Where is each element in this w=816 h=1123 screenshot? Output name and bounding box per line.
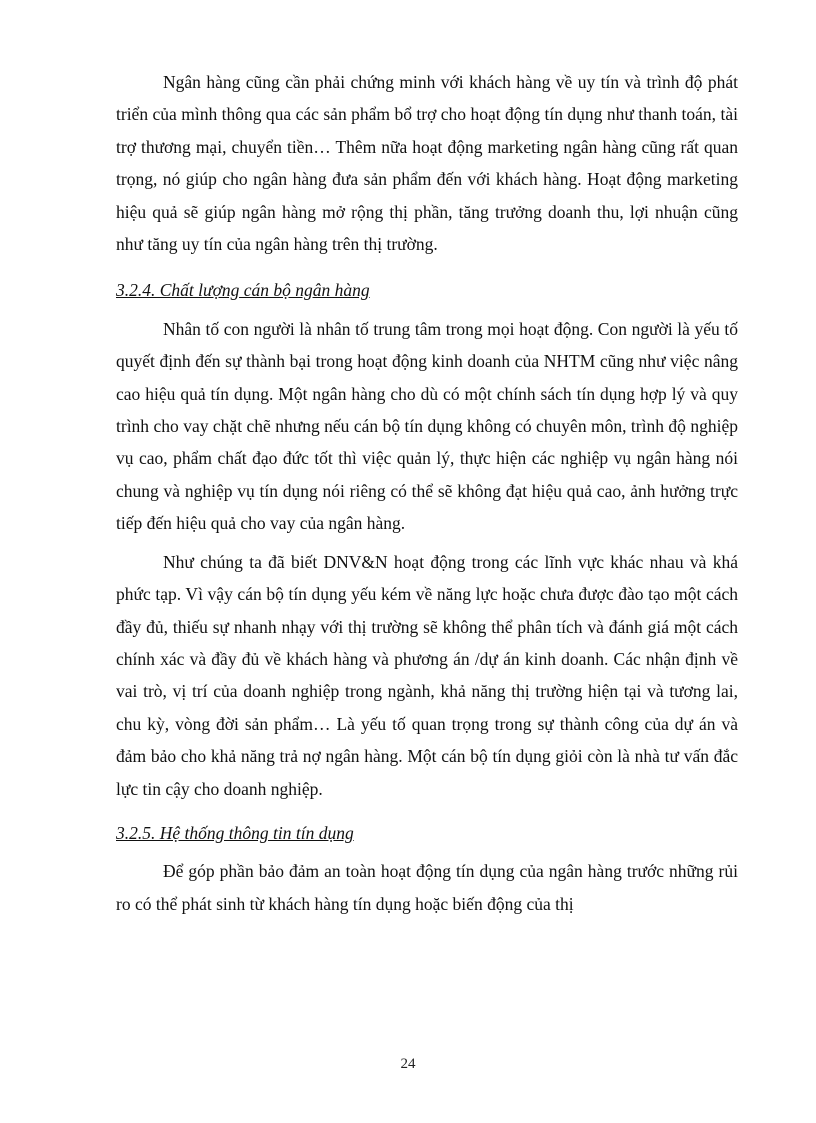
body-paragraph: Như chúng ta đã biết DNV&N hoạt động trong các lĩnh vực khác nhau và khá phức tạp. Vì vậy cán bộ tín dụng yếu kém về năng lực hoặc chưa được đào tạo một cách đầy đủ, thiếu sự nhanh nhạy với thị trường sẽ không thể phân tích và đánh giá một cách chính xác và đầy đủ về khách hàng và phương án /dự án kinh doanh. Các nhận định về vai trò, vị trí của doanh nghiệp trong ngành, khả năng thị trường hiện tại và tương lai, chu kỳ, vòng đời sản phẩm… Là yếu tố quan trọng trong sự thành công của dự án và đảm bảo cho khả năng trả nợ ngân hàng. Một cán bộ tín dụng giỏi còn là nhà tư vấn đắc lực tin cậy cho doanh nghiệp. — [116, 551, 738, 799]
body-paragraph: Nhân tố con người là nhân tố trung tâm trong mọi hoạt động. Con người là yếu tố quyết định đến sự thành bại trong hoạt động kinh doanh của NHTM cũng như việc nâng cao hiệu quả tín dụng. Một ngân hàng cho dù có một chính sách tín dụng hợp lý và quy trình cho vay chặt chẽ nhưng nếu cán bộ tín dụng không có chuyên môn, trình độ nghiệp vụ cao, phẩm chất đạo đức tốt thì việc quản lý, thực hiện các nghiệp vụ ngân hàng nói chung và nghiệp vụ tín dụng nói riêng có thể sẽ không đạt hiệu quả cao, ảnh hưởng trực tiếp đến hiệu quả cho vay của ngân hàng. — [116, 318, 738, 534]
body-paragraph: Ngân hàng cũng cần phải chứng minh với khách hàng về uy tín và trình độ phát triển của mình thông qua các sản phẩm bổ trợ cho hoạt động tín dụng như thanh toán, tài trợ thương mại, chuyển tiền… Thêm nữa hoạt động marketing ngân hàng cũng rất quan trọng, nó giúp cho ngân hàng đưa sản phẩm đến với khách hàng. Hoạt động marketing hiệu quả sẽ giúp ngân hàng mở rộng thị phần, tăng trưởng doanh thu, lợi nhuận cũng như tăng uy tín của ngân hàng trên thị trường. — [116, 72, 738, 255]
section-heading: 3.2.4. Chất lượng cán bộ ngân hàng — [116, 280, 370, 301]
section-heading: 3.2.5. Hệ thống thông tin tín dụng — [116, 822, 354, 843]
body-paragraph: Để góp phần bảo đảm an toàn hoạt động tín dụng của ngân hàng trước những rủi ro có thể phát sinh từ khách hàng tín dụng hoặc biến động của thị — [116, 861, 738, 914]
page-number: 24 — [400, 1056, 416, 1072]
document-page — [116, 66, 738, 920]
